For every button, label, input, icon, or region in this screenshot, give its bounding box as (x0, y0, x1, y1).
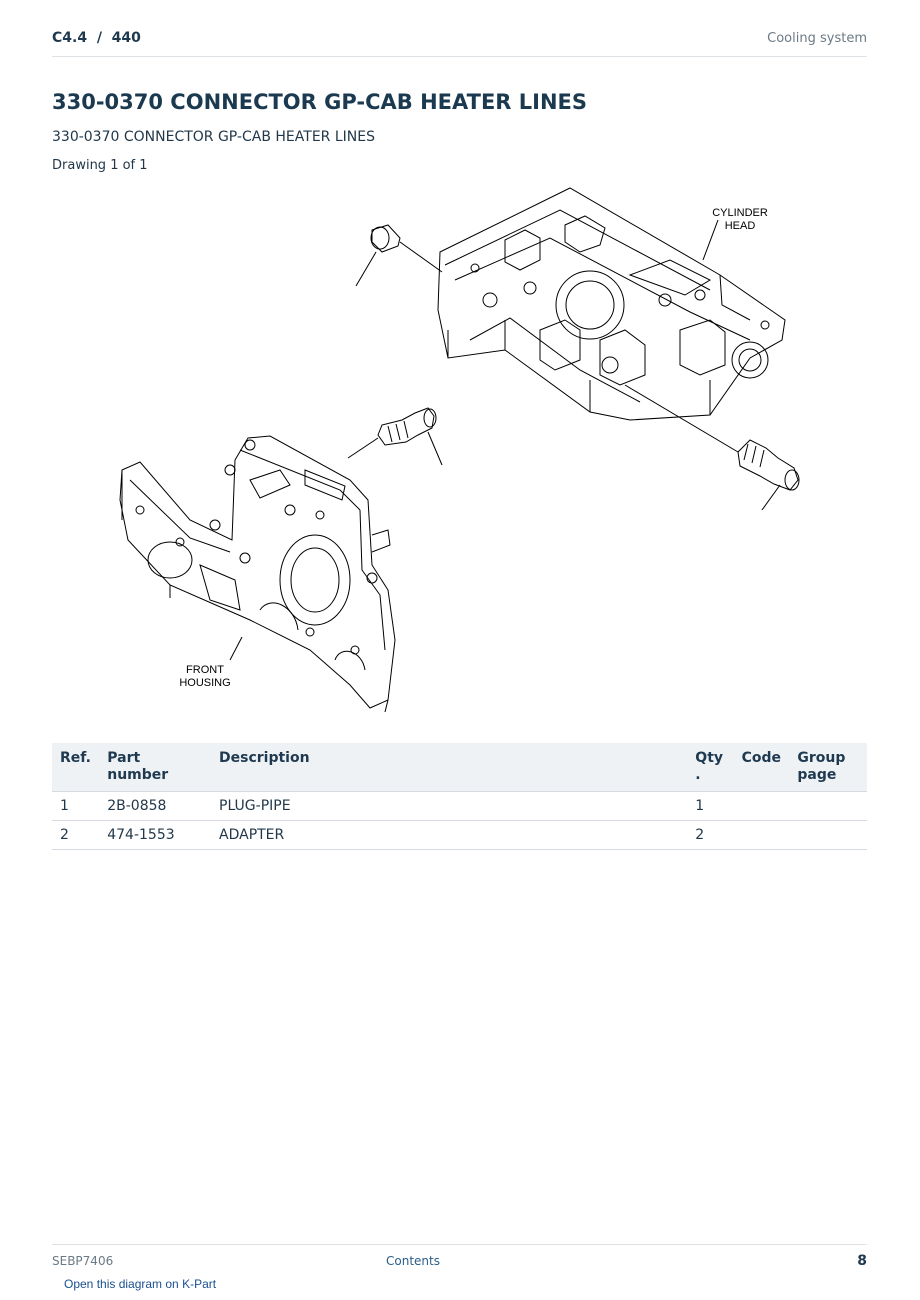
col-header-part-number: Part number (99, 743, 211, 792)
cell-part-number: 474-1553 (99, 821, 211, 850)
cell-part-number: 2B-0858 (99, 792, 211, 821)
cell-group-page (789, 792, 867, 821)
col-header-group-line2: page (797, 767, 837, 783)
cylinder-head-leader (703, 220, 718, 260)
parts-table (52, 743, 867, 850)
cell-ref: 1 (52, 792, 99, 821)
cylinder-head-label-line1: CYLINDER (712, 207, 768, 219)
cell-code (734, 821, 790, 850)
drawing-count: Drawing 1 of 1 (52, 158, 148, 173)
col-header-group-page (789, 743, 867, 792)
cell-qty: 2 (687, 821, 733, 850)
cylinder-head-label-line2: HEAD (724, 220, 756, 232)
adapter-drawing-lower (625, 385, 799, 510)
contents-link[interactable]: Contents (386, 1254, 440, 1268)
cell-group-page (789, 821, 867, 850)
col-header-description: Description (211, 743, 687, 792)
front-housing-label-line2: HOUSING (179, 677, 231, 689)
front-housing-drawing (120, 436, 395, 712)
col-header-code: Code (734, 743, 790, 792)
section-name: Cooling system (767, 31, 867, 46)
col-header-qty (687, 743, 733, 792)
cell-code (734, 792, 790, 821)
col-header-qty-line2: . (695, 767, 701, 783)
parts-table-header (52, 743, 867, 792)
col-header-ref: Ref. (52, 743, 99, 792)
page-footer (52, 1244, 867, 1275)
adapter-drawing-upper (348, 408, 442, 465)
col-header-group-line1: Group (797, 750, 846, 766)
page-subtitle: 330-0370 CONNECTOR GP-CAB HEATER LINES (52, 129, 375, 145)
cell-qty: 1 (687, 792, 733, 821)
cell-ref: 2 (52, 821, 99, 850)
page-number: 8 (857, 1253, 867, 1269)
parts-diagram-drawing (110, 180, 800, 720)
page-title: 330-0370 CONNECTOR GP-CAB HEATER LINES (52, 90, 588, 114)
table-row (52, 821, 867, 850)
cell-description: ADAPTER (211, 821, 687, 850)
page-header (52, 28, 867, 57)
col-header-qty-line1: Qty (695, 750, 724, 766)
cell-description: PLUG-PIPE (211, 792, 687, 821)
kpart-link[interactable]: Open this diagram on K-Part (64, 1277, 217, 1291)
breadcrumb: C4.4 / 440 (52, 30, 141, 46)
table-row (52, 792, 867, 821)
front-housing-label-line1: FRONT (186, 664, 224, 676)
front-housing-leader (230, 637, 242, 660)
parts-diagram (110, 180, 800, 720)
document-id: SEBP7406 (52, 1254, 114, 1268)
plug-pipe-drawing (356, 225, 442, 286)
